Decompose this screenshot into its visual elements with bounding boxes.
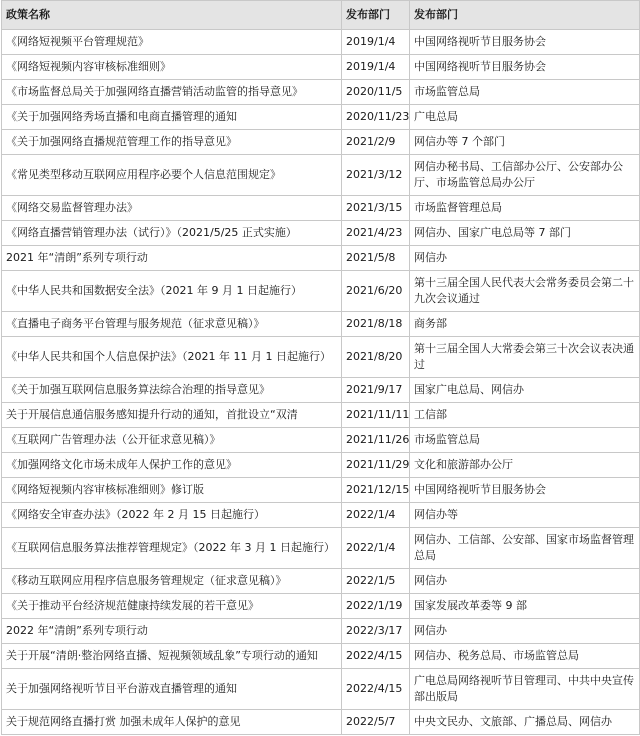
- table-row: [2, 453, 640, 478]
- publish-date-cell: 2020/11/23: [342, 105, 410, 130]
- table-header-row: [2, 1, 640, 30]
- table-row: [2, 271, 640, 312]
- publish-dept-cell: 国家发展改革委等 9 部: [410, 594, 640, 619]
- table-row: [2, 428, 640, 453]
- policy-name-cell: 《互联网信息服务算法推荐管理规定》（2022 年 3 月 1 日起施行）: [2, 528, 342, 569]
- publish-dept-cell: 中国网络视听节目服务协会: [410, 55, 640, 80]
- publish-date-cell: 2021/12/15: [342, 478, 410, 503]
- publish-date-cell: 2022/1/5: [342, 569, 410, 594]
- table-body: [2, 30, 640, 735]
- policy-name-cell: 《关于加强互联网信息服务算法综合治理的指导意见》: [2, 378, 342, 403]
- policy-name-cell: 关于开展信息通信服务感知提升行动的通知，首批设立“双清: [2, 403, 342, 428]
- table-row: [2, 594, 640, 619]
- policy-name-cell: 《网络短视频内容审核标准细则》修订版: [2, 478, 342, 503]
- table-row: [2, 619, 640, 644]
- publish-dept-cell: 商务部: [410, 312, 640, 337]
- publish-dept-cell: 网信办等 7 个部门: [410, 130, 640, 155]
- publish-dept-cell: 网信办: [410, 569, 640, 594]
- publish-dept-cell: 市场监督管理总局: [410, 196, 640, 221]
- policy-name-cell: 《中华人民共和国数据安全法》（2021 年 9 月 1 日起施行）: [2, 271, 342, 312]
- policy-name-cell: 《中华人民共和国个人信息保护法》（2021 年 11 月 1 日起施行）: [2, 337, 342, 378]
- policy-name-cell: 《网络交易监督管理办法》: [2, 196, 342, 221]
- policy-name-cell: 关于规范网络直播打赏 加强未成年人保护的意见: [2, 710, 342, 735]
- table-row: [2, 569, 640, 594]
- publish-dept-cell: 中国网络视听节目服务协会: [410, 478, 640, 503]
- table-row: [2, 403, 640, 428]
- publish-date-cell: 2021/11/29: [342, 453, 410, 478]
- publish-date-cell: 2021/9/17: [342, 378, 410, 403]
- policy-name-cell: 关于加强网络视听节目平台游戏直播管理的通知: [2, 669, 342, 710]
- header-publish-date: 发布部门: [342, 1, 410, 30]
- publish-date-cell: 2022/1/19: [342, 594, 410, 619]
- publish-date-cell: 2021/3/15: [342, 196, 410, 221]
- publish-dept-cell: 广电总局: [410, 105, 640, 130]
- policy-name-cell: 《网络短视频平台管理规范》: [2, 30, 342, 55]
- table-row: [2, 155, 640, 196]
- publish-date-cell: 2021/8/20: [342, 337, 410, 378]
- publish-date-cell: 2019/1/4: [342, 55, 410, 80]
- table-row: [2, 221, 640, 246]
- publish-dept-cell: 第十三届全国人大常委会第三十次会议表决通过: [410, 337, 640, 378]
- table-row: [2, 478, 640, 503]
- policy-name-cell: 《关于推动平台经济规范健康持续发展的若干意见》: [2, 594, 342, 619]
- policy-name-cell: 《加强网络文化市场未成年人保护工作的意见》: [2, 453, 342, 478]
- table-row: [2, 503, 640, 528]
- table-row: [2, 196, 640, 221]
- table-row: [2, 246, 640, 271]
- publish-date-cell: 2021/11/26: [342, 428, 410, 453]
- publish-date-cell: 2022/1/4: [342, 528, 410, 569]
- table-row: [2, 105, 640, 130]
- policy-name-cell: 《互联网广告管理办法（公开征求意见稿）》: [2, 428, 342, 453]
- table-row: [2, 130, 640, 155]
- table-row: [2, 644, 640, 669]
- policy-name-cell: 2021 年“清朗”系列专项行动: [2, 246, 342, 271]
- publish-date-cell: 2022/4/15: [342, 669, 410, 710]
- publish-date-cell: 2022/1/4: [342, 503, 410, 528]
- table-row: [2, 378, 640, 403]
- publish-dept-cell: 网信办等: [410, 503, 640, 528]
- publish-dept-cell: 国家广电总局、网信办: [410, 378, 640, 403]
- publish-dept-cell: 中国网络视听节目服务协会: [410, 30, 640, 55]
- publish-date-cell: 2021/8/18: [342, 312, 410, 337]
- publish-dept-cell: 网信办、税务总局、市场监管总局: [410, 644, 640, 669]
- table-row: [2, 30, 640, 55]
- publish-date-cell: 2021/3/12: [342, 155, 410, 196]
- policy-name-cell: 《关于加强网络秀场直播和电商直播管理的通知: [2, 105, 342, 130]
- policy-name-cell: 《常见类型移动互联网应用程序必要个人信息范围规定》: [2, 155, 342, 196]
- table-row: [2, 80, 640, 105]
- publish-date-cell: 2021/5/8: [342, 246, 410, 271]
- publish-dept-cell: 中央文民办、文旅部、广播总局、网信办: [410, 710, 640, 735]
- publish-dept-cell: 市场监管总局: [410, 80, 640, 105]
- policy-name-cell: 《网络直播营销管理办法（试行）》（2021/5/25 正式实施）: [2, 221, 342, 246]
- header-policy-name: 政策名称: [2, 1, 342, 30]
- policy-name-cell: 《直播电子商务平台管理与服务规范（征求意见稿）》: [2, 312, 342, 337]
- table-row: [2, 528, 640, 569]
- table-row: [2, 55, 640, 80]
- publish-date-cell: 2022/5/7: [342, 710, 410, 735]
- publish-dept-cell: 广电总局网络视听节目管理司、中共中央宣传部出版局: [410, 669, 640, 710]
- publish-date-cell: 2022/3/17: [342, 619, 410, 644]
- publish-date-cell: 2021/4/23: [342, 221, 410, 246]
- publish-date-cell: 2019/1/4: [342, 30, 410, 55]
- publish-dept-cell: 第十三届全国人民代表大会常务委员会第二十九次会议通过: [410, 271, 640, 312]
- publish-dept-cell: 网信办、工信部、公安部、国家市场监督管理总局: [410, 528, 640, 569]
- table-row: [2, 312, 640, 337]
- publish-dept-cell: 网信办: [410, 619, 640, 644]
- policy-table: [1, 0, 640, 735]
- policy-name-cell: 《市场监督总局关于加强网络直播营销活动监管的指导意见》: [2, 80, 342, 105]
- table-row: [2, 337, 640, 378]
- policy-name-cell: 2022 年“清朗”系列专项行动: [2, 619, 342, 644]
- publish-dept-cell: 网信办、国家广电总局等 7 部门: [410, 221, 640, 246]
- policy-name-cell: 《网络安全审查办法》（2022 年 2 月 15 日起施行）: [2, 503, 342, 528]
- policy-name-cell: 关于开展“清朗·整治网络直播、短视频领域乱象”专项行动的通知: [2, 644, 342, 669]
- publish-date-cell: 2021/6/20: [342, 271, 410, 312]
- publish-dept-cell: 市场监管总局: [410, 428, 640, 453]
- policy-name-cell: 《关于加强网络直播规范管理工作的指导意见》: [2, 130, 342, 155]
- publish-date-cell: 2020/11/5: [342, 80, 410, 105]
- publish-date-cell: 2021/11/11: [342, 403, 410, 428]
- policy-name-cell: 《网络短视频内容审核标准细则》: [2, 55, 342, 80]
- publish-date-cell: 2021/2/9: [342, 130, 410, 155]
- table-row: [2, 669, 640, 710]
- table-row: [2, 710, 640, 735]
- policy-name-cell: 《移动互联网应用程序信息服务管理规定（征求意见稿）》: [2, 569, 342, 594]
- publish-dept-cell: 工信部: [410, 403, 640, 428]
- publish-dept-cell: 网信办秘书局、工信部办公厅、公安部办公厅、市场监管总局办公厅: [410, 155, 640, 196]
- publish-dept-cell: 网信办: [410, 246, 640, 271]
- publish-dept-cell: 文化和旅游部办公厅: [410, 453, 640, 478]
- header-publish-dept: 发布部门: [410, 1, 640, 30]
- publish-date-cell: 2022/4/15: [342, 644, 410, 669]
